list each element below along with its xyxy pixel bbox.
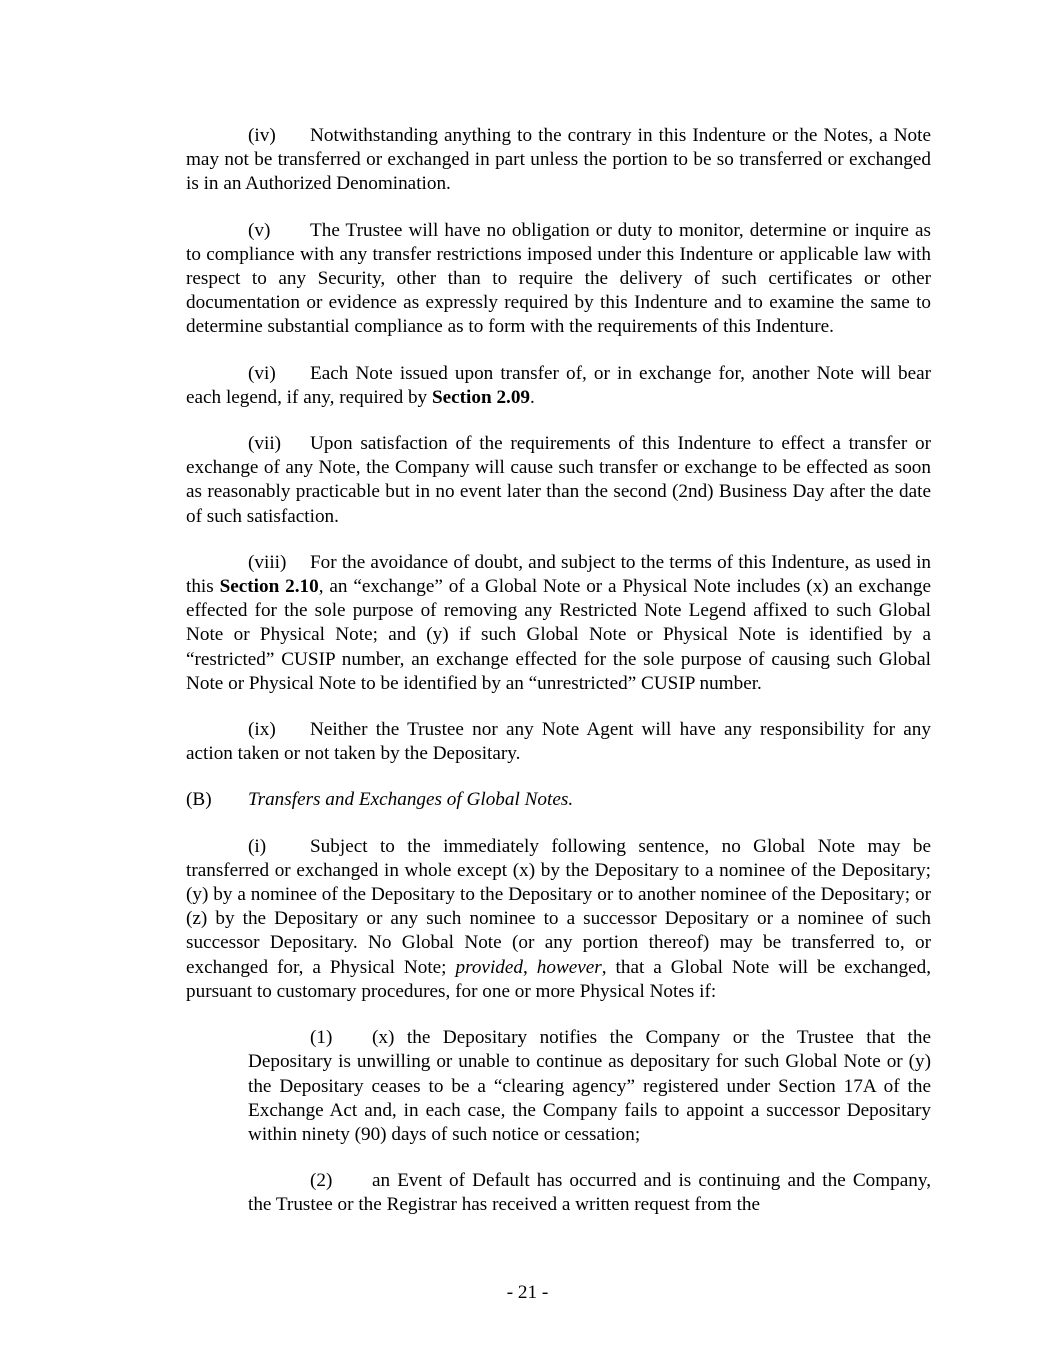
paragraph-text: Neither the Trustee nor any Note Agent will have any responsibility for any action taken or not taken by the Depositary.: [186, 719, 931, 765]
paragraph-text: an Event of Default has occurred and is continuing and the Company, the Trustee or the Registrar has received a written request from the: [248, 1170, 931, 1216]
paragraph-text-end: , an “exchange” of a Global Note or a Physical Note includes (x) an exchange effected for the sole purpose of removing any Restricted Note Legend affixed to such Global Note or Physical Note; and (y) if such Global Note or Physical Note is identified by a “restricted” CUSIP number, an exchange effected for the sole purpose of causing such Global Note or Physical Note to be identified by an “unrestricted” CUSIP number.: [186, 576, 931, 694]
paragraph-number: (1): [310, 1027, 333, 1049]
document-page: [186, 124, 931, 1240]
paragraph-b-i: [186, 835, 931, 1004]
paragraph-number: (iv): [248, 125, 276, 146]
paragraph-text: Notwithstanding anything to the contrary in this Indenture or the Notes, a Note may not be transferred or exchanged in part unless the portion to be so transferred or exchanged is in an Authorized Denomination.: [186, 125, 931, 195]
section-heading-b: [186, 788, 931, 812]
heading-number: (B): [186, 789, 212, 811]
paragraph-iv: [186, 124, 931, 197]
subparagraph-1: [248, 1026, 931, 1147]
page-number: - 21 -: [506, 1282, 549, 1303]
section-reference: Section 2.10: [219, 576, 319, 598]
paragraph-number: (viii): [248, 551, 287, 573]
paragraph-number: (i): [248, 835, 267, 857]
paragraph-text: Upon satisfaction of the requirements of this Indenture to effect a transfer or exchange of any Note, the Company will cause such transfer or exchange to be effected as soon as reasonably practicable but in no event later than the second (2nd) Business Day after the date of such satisfaction.: [186, 433, 931, 527]
separator-text: ,: [522, 956, 537, 978]
paragraph-text: Each Note issued upon transfer of, or in exchange for, another Note will bear each legend, if any, required by: [186, 362, 931, 408]
paragraph-viii: [186, 551, 931, 696]
paragraph-text: For the avoidance of doubt, and subject to the terms of this Indenture, as used in this: [186, 551, 931, 598]
paragraph-text-end: .: [530, 386, 535, 408]
paragraph-number: (vi): [248, 362, 276, 384]
paragraph-number: (2): [310, 1170, 333, 1192]
paragraph-ix: [186, 718, 931, 766]
paragraph-text-end: , that a Global Note will be exchanged, pursuant to customary procedures, for one or more Physical Notes if:: [186, 956, 931, 1002]
subparagraph-2: [248, 1169, 931, 1217]
heading-title: Transfers and Exchanges of Global Notes.: [248, 789, 574, 811]
section-reference: Section 2.09: [431, 386, 531, 408]
paragraph-vii: [186, 432, 931, 529]
paragraph-number: (ix): [248, 719, 276, 741]
provided-term: provided: [455, 956, 523, 978]
paragraph-text: Subject to the immediately following sentence, no Global Note may be transferred or exchanged in whole except (x) by the Depositary to a nominee of the Depositary; (y) by a nominee of the Depositary to the Depositary or to another nominee of the Depositary; or (z) by the Depositary or any such nominee to a successor Depositary or a nominee of such successor Depositary. No Global Note (or any portion thereof) may be transferred to, or exchanged for, a Physical Note;: [186, 835, 931, 978]
paragraph-v: [186, 219, 931, 340]
however-term: however: [536, 956, 602, 978]
paragraph-number: (vii): [248, 433, 282, 455]
paragraph-vi: [186, 362, 931, 410]
paragraph-text: (x) the Depositary notifies the Company or the Trustee that the Depositary is unwilling or unable to continue as depositary for such Global Note or (y) the Depositary ceases to be a “clearing agency” registered under Section 17A of the Exchange Act and, in each case, the Company fails to appoint a successor Depositary within ninety (90) days of such notice or cessation;: [248, 1027, 931, 1145]
paragraph-number: (v): [248, 219, 271, 241]
paragraph-text: The Trustee will have no obligation or duty to monitor, determine or inquire as to compliance with any transfer restrictions imposed under this Indenture or applicable law with respect to any Security, other than to require the delivery of such certificates or other documentation or evidence as expressly required by this Indenture and to examine the same to determine substantial compliance as to form with the requirements of this Indenture.: [186, 219, 931, 338]
